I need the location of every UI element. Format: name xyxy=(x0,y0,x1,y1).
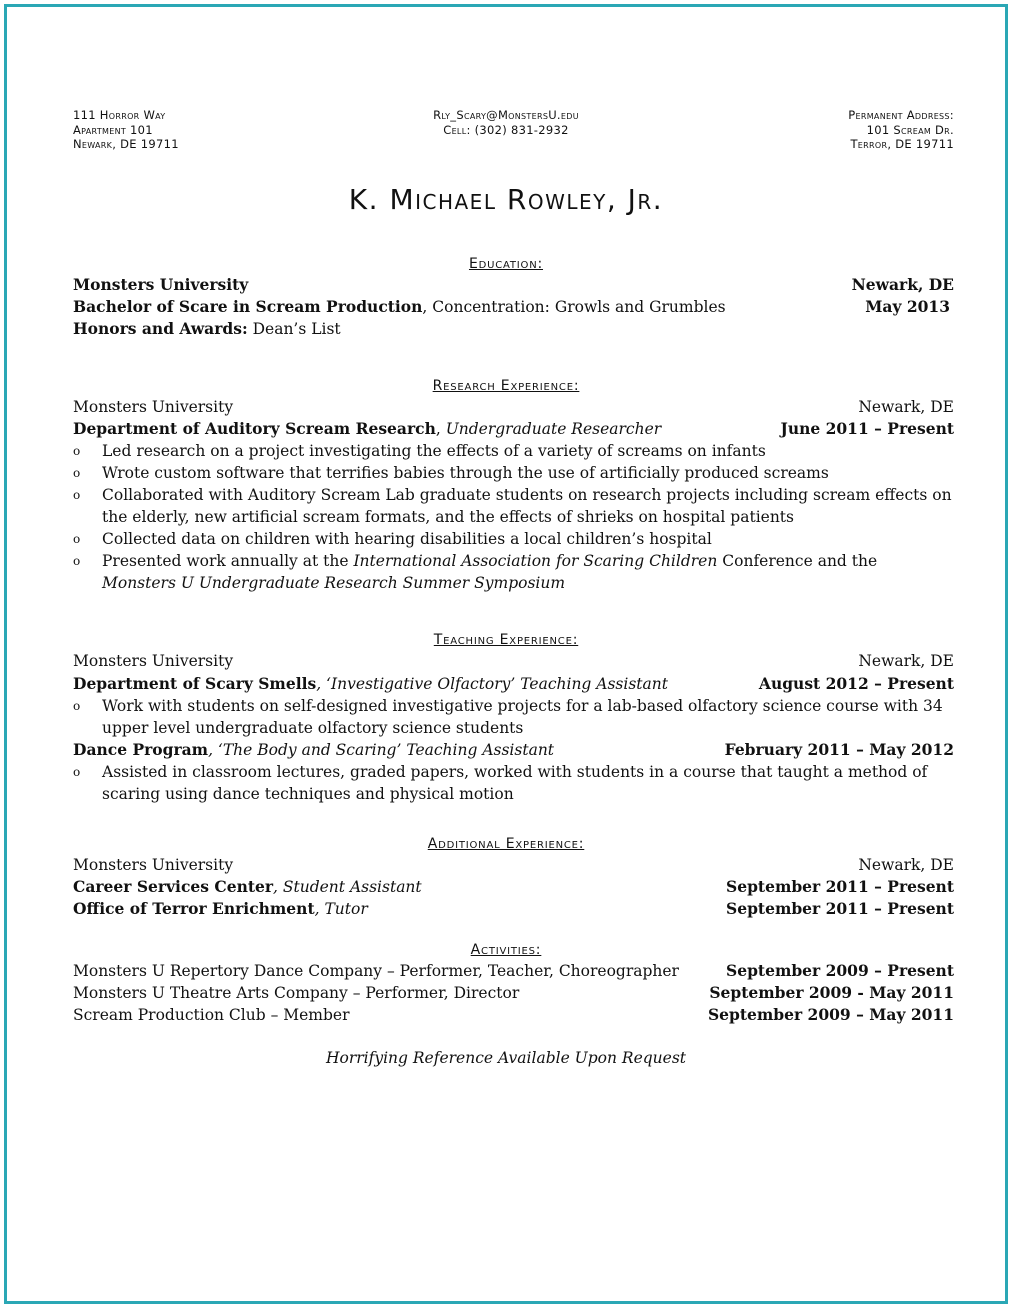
teaching-org-row xyxy=(73,650,954,672)
activity-row xyxy=(73,982,954,1004)
email: Rly_Scary@MonstersU.edu xyxy=(433,108,579,122)
candidate-name: K. Michael Rowley, Jr. xyxy=(348,183,664,216)
references-note: Horrifying Reference Available Upon Request xyxy=(325,1049,687,1067)
position-title: , Student Assistant xyxy=(273,878,422,896)
address-line: 101 Scream Dr. xyxy=(866,122,954,137)
org-name: Monsters University xyxy=(73,856,234,874)
symposium-name: Monsters U Undergraduate Research Summer Symposium xyxy=(102,574,566,592)
position-title: , Tutor xyxy=(314,900,368,918)
bullet-marker: o xyxy=(73,488,81,502)
phone: Cell: (302) 831-2932 xyxy=(443,122,569,137)
activity-name: Monsters U Theatre Arts Company – Performer, Director xyxy=(73,984,520,1002)
org-location: Newark, DE xyxy=(858,398,954,416)
bullet-marker: o xyxy=(73,765,81,779)
position-dates: September 2011 – Present xyxy=(726,899,954,918)
department-name: Dance Program xyxy=(73,740,209,759)
activity-name: Scream Production Club – Member xyxy=(73,1006,350,1024)
activity-dates: September 2009 – Present xyxy=(726,961,954,980)
bullet-marker: o xyxy=(73,532,81,546)
education-degree-row xyxy=(73,296,954,318)
degree-name: Bachelor of Scare in Scream Production xyxy=(73,297,423,316)
resume-page: 111 Horror Way Apartment 101 Newark, DE 19711 Rly_Scary@MonstersU.edu Cell: (302) 831-2932 Permanent Address: 101 Scream Dr. Terror, DE 19711 K. Michael Rowley, Jr. Education: Monsters University Newark, DE Bachelor of Scare in Scream Production, Concentration: Growls and Grumbles May 2013 Honors and Awards: Dean’s List Research Experience: Monsters University Newark, DE Department of Auditory Scream Research, Undergraduate Researcher June 2011 – Present o Led research on a project investigating the effects of a variety of screams on infants o Wrote custom software that terrifies babies through the use of artificially produced screams o Collaborated with Auditory Scream Lab graduate students on research projects including scream effects on the elderly, new artificial scream formats, and the effects of shrieks on hospital patients o Collected data on children with hearing disabilities a local children’s hospital o Presented work annually at the International Association for Scaring Children Conference and the Monsters U Undergraduate Research Summer Symposium Teaching Experience: Monsters University Newark, DE Department of Scary Smells, ‘Investigative Olfactory’ Teaching Assistant August 2012 – Present o Work with students on self-designed investigative projects for a lab-based olfactory science course with 34 upper level undergraduate olfactory science students Dance Program, ‘The Body and Scaring’ Teaching Assistant February 2011 – May 2012 o Assisted in classroom lectures, graded papers, worked with students in a course that taught a method of scaring using dance techniques and physical motion Additional Experience: Monsters University Newark, DE Career Services Center, Student Assistant September 2011 – Present Office of Terror Enrichment, Tutor September 2011 – Present Activities: Monsters U Repertory Dance Company – Performer, Teacher, Choreographer September 2009 – Present Monsters U Theatre Arts Company – Performer, Director September 2009 - May 2011 Scream Production Club – Member September 2009 – May 2011 Horrifying Reference Available Upon Request xyxy=(0,0,1012,1306)
address-line: Apartment 101 xyxy=(73,122,153,137)
teaching-position-row xyxy=(73,673,954,695)
bullet-marker: o xyxy=(73,554,81,568)
department-name: Office of Terror Enrichment xyxy=(73,899,315,918)
bullet-marker: o xyxy=(73,699,81,713)
address-line: 111 Horror Way xyxy=(73,108,166,122)
org-location: Newark, DE xyxy=(858,652,954,670)
degree-date: May 2013 xyxy=(865,297,950,316)
section-heading-research: Research Experience: xyxy=(432,378,580,394)
activity-name: Monsters U Repertory Dance Company – Performer, Teacher, Choreographer xyxy=(73,962,679,980)
activity-row xyxy=(73,1004,954,1026)
honors-value: Dean’s List xyxy=(247,320,341,338)
education-school-row xyxy=(73,274,954,296)
position-title: Undergraduate Researcher xyxy=(445,420,662,438)
bullet-marker: o xyxy=(73,444,81,458)
position-title: , ‘Investigative Olfactory’ Teaching Assistant xyxy=(316,675,668,693)
department-name: Department of Scary Smells xyxy=(73,674,317,693)
research-org-row xyxy=(73,396,954,418)
school-name: Monsters University xyxy=(73,275,249,294)
section-heading-additional: Additional Experience: xyxy=(427,836,585,852)
activity-row xyxy=(73,960,954,982)
position-dates: September 2011 – Present xyxy=(726,877,954,896)
education-honors-row xyxy=(73,318,954,340)
additional-position-row xyxy=(73,876,954,898)
activity-dates: September 2009 - May 2011 xyxy=(709,983,954,1002)
bullet-marker: o xyxy=(73,466,81,480)
section-heading-teaching: Teaching Experience: xyxy=(433,632,579,648)
activity-dates: September 2009 – May 2011 xyxy=(707,1005,954,1024)
section-heading-education: Education: xyxy=(468,256,544,272)
position-dates: August 2012 – Present xyxy=(758,674,954,693)
org-name: Monsters University xyxy=(73,652,234,670)
conference-name: International Association for Scaring Children xyxy=(353,552,718,570)
research-position-row: Department of Auditory Scream Research, Undergraduate Researcher June 2011 – Present xyxy=(73,419,954,438)
org-location: Newark, DE xyxy=(858,856,954,874)
address-line: Newark, DE 19711 xyxy=(73,137,179,151)
additional-position-row xyxy=(73,898,954,920)
school-location: Newark, DE xyxy=(851,275,954,294)
additional-org-row xyxy=(73,854,954,876)
permanent-address xyxy=(848,108,954,152)
org-name: Monsters University xyxy=(73,398,234,416)
address-line: Permanent Address: xyxy=(848,108,954,122)
honors-label: Honors and Awards: xyxy=(73,319,248,338)
section-heading-activities: Activities: xyxy=(470,942,542,958)
address-line: Terror, DE 19711 xyxy=(850,137,954,151)
degree-concentration: , Concentration: Growls and Grumbles xyxy=(422,298,726,316)
position-dates: February 2011 – May 2012 xyxy=(724,740,954,759)
position-title: , ‘The Body and Scaring’ Teaching Assistant xyxy=(208,741,555,759)
department-name: Career Services Center xyxy=(73,877,274,896)
position-dates: June 2011 – Present xyxy=(780,419,954,438)
department-name: Department of Auditory Scream Research xyxy=(73,419,436,438)
teaching-position-row xyxy=(73,739,954,761)
